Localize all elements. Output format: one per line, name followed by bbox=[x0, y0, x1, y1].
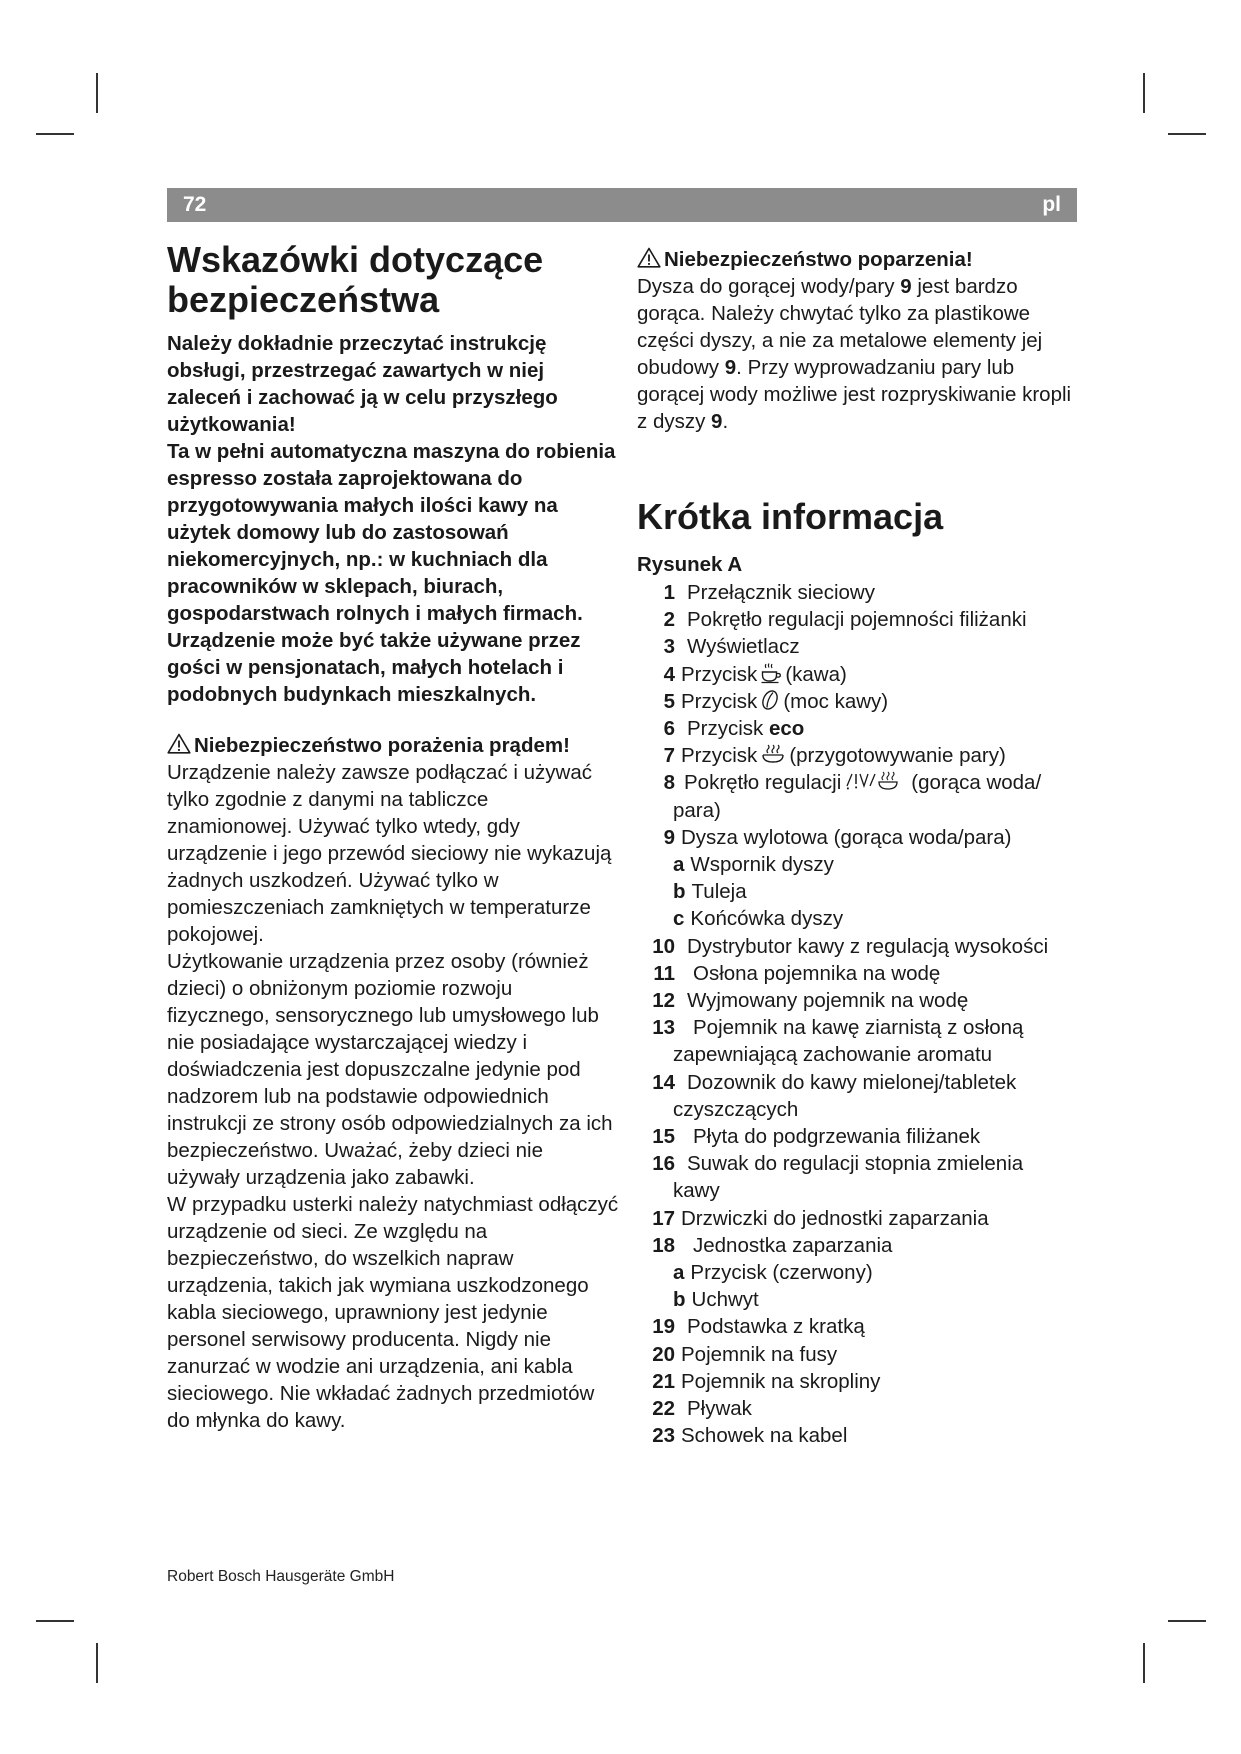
steam-icon bbox=[760, 743, 786, 765]
paragraph-supervision: Użytkowanie urządzenia przez osoby (również dzieci) o obniżonym poziomie rozwoju fizycznego, sensorycznego lub umysłowego lub nie posiadające wystarczającej wiedzy i doświadczenia jest dopuszczalne jedynie pod nadzorem lub na podstawie odpowiednich instrukcji ze strony osób odpowiedzialnych za ich bezpieczeństwo. Uważać, żeby dzieci nie używały urządzenia jako zabawki. bbox=[167, 950, 613, 1189]
intro-paragraph: Ta w pełni automatyczna maszyna do robienia espresso została zaprojektowana do przygotowywania małych ilości kawy na użytek domowy lub do zastosowań niekomercyjnych, np.: w kuchniach dla pracowników w sklepach, biurach, gospodarstwach rolnych i małych firmach. Urządzenie może być także używane przez gości w pensjonatach, małych hotelach i podobnych budynkach mieszkalnych. bbox=[167, 440, 616, 706]
list-item: 1 Przełącznik sieciowy bbox=[663, 581, 875, 604]
safety-title: Wskazówki dotyczące bezpieczeństwa bbox=[167, 239, 544, 320]
list-item: 20 Pojemnik na fusy bbox=[652, 1342, 838, 1366]
list-item: 18 Jednostka zaparzania bbox=[652, 1233, 893, 1257]
figure-label: Rysunek A bbox=[637, 553, 743, 576]
crop-mark-top-left-vertical bbox=[96, 73, 98, 113]
list-item-continuation: para) bbox=[673, 798, 721, 822]
lead-paragraph: Należy dokładnie przeczytać instrukcję obsługi, przestrzegać zawartych w niej zaleceń i zachować ją w celu przyszłego użytkowania! bbox=[167, 332, 558, 436]
short-info-title: Krótka informacja bbox=[637, 496, 944, 537]
list-subitem: a Wspornik dyszy bbox=[673, 853, 834, 877]
list-item: 16 Suwak do regulacji stopnia zmielenia bbox=[652, 1152, 1024, 1176]
coffee-cup-icon bbox=[760, 662, 782, 684]
warning-triangle-icon bbox=[637, 247, 661, 268]
list-item: 6 Przycisk eco bbox=[663, 717, 805, 741]
list-item: 15 Płyta do podgrzewania filiżanek bbox=[652, 1125, 981, 1149]
list-item: 3 Wyświetlacz bbox=[663, 635, 800, 659]
list-item-continuation: czyszczących bbox=[673, 1097, 799, 1121]
list-subitem: b Uchwyt bbox=[673, 1288, 759, 1312]
burn-warning-text: Niebezpieczeństwo poparzenia! bbox=[664, 248, 973, 271]
list-item: 14 Dozownik do kawy mielonej/tabletek bbox=[652, 1070, 1017, 1094]
parts-list bbox=[637, 579, 1087, 1450]
list-item: 5 Przycisk (moc kawy) bbox=[663, 689, 889, 713]
list-item: 11 Osłona pojemnika na wodę bbox=[653, 961, 941, 985]
burn-warning-title bbox=[637, 246, 1087, 273]
list-item: 4 Przycisk (kawa) bbox=[663, 662, 847, 686]
paragraph-connection: Urządzenie należy zawsze podłączać i używać tylko zgodnie z danymi na tabliczce znamionowej. Używać tylko wtedy, gdy urządzenie i jego przewód sieciowy nie wykazują żadnych uszkodzeń. Używać tylko w pomieszczeniach zamkniętych w temperaturze pokojowej. bbox=[167, 761, 612, 946]
left-column bbox=[167, 240, 619, 1434]
list-item: 8 Pokrętło regulacji (gorąca woda/ bbox=[663, 771, 1042, 795]
crop-mark-bottom-left-horizontal bbox=[36, 1620, 74, 1622]
list-item: 2 Pokrętło regulacji pojemności filiżanki bbox=[663, 608, 1027, 632]
crop-mark-bottom-right-vertical bbox=[1143, 1643, 1145, 1683]
crop-mark-bottom-right-horizontal bbox=[1168, 1620, 1206, 1622]
list-item: 19 Podstawka z kratką bbox=[652, 1315, 865, 1339]
list-item: 10 Dystrybutor kawy z regulacją wysokości bbox=[652, 934, 1049, 958]
list-subitem: b Tuleja bbox=[673, 880, 747, 904]
page-number: 72 bbox=[183, 193, 207, 216]
list-item: 9 Dysza wylotowa (gorąca woda/para) bbox=[663, 825, 1012, 849]
paragraph-repair: W przypadku usterki należy natychmiast odłączyć urządzenie od sieci. Ze względu na bezpieczeństwo, do wszelkich napraw urządzenia, takich jak wymiana uszkodzonego kabla sieciowego, uprawniony jest jedynie personel serwisowy producenta. Nigdy nie zanurzać w wodzie ani urządzenia, ani kabla sieciowego. Nie wkładać żadnych przedmiotów do młynka do kawy. bbox=[167, 1193, 619, 1432]
crop-mark-bottom-left-vertical bbox=[96, 1643, 98, 1683]
electric-shock-warning-text: Niebezpieczeństwo porażenia prądem! bbox=[194, 734, 570, 757]
language-code: pl bbox=[1042, 193, 1061, 216]
warning-triangle-icon bbox=[167, 733, 191, 754]
list-item: 22 Pływak bbox=[652, 1397, 752, 1421]
crop-mark-top-right-horizontal bbox=[1168, 133, 1206, 135]
coffee-bean-icon bbox=[760, 689, 780, 711]
list-item-continuation: kawy bbox=[673, 1179, 720, 1203]
list-item: 23 Schowek na kabel bbox=[652, 1424, 848, 1448]
electric-shock-warning-title bbox=[167, 732, 619, 759]
crop-mark-top-right-vertical bbox=[1143, 73, 1145, 113]
burn-warning-paragraph: Dysza do gorącej wody/pary 9 jest bardzo gorąca. Należy chwytać tylko za plastikowe części dyszy, a nie za metalowe elementy jej obudowy 9. Przy wyprowadzaniu pary lub gorącej wody możliwe jest rozpryskiwanie kropli z dyszy 9. bbox=[637, 275, 1072, 433]
list-item: 7 Przycisk (przygotowywanie pary) bbox=[663, 744, 1006, 768]
list-subitem: c Końcówka dyszy bbox=[673, 907, 844, 931]
list-item: 12 Wyjmowany pojemnik na wodę bbox=[652, 989, 969, 1013]
list-item-continuation: zapewniającą zachowanie aromatu bbox=[673, 1043, 993, 1067]
footer-company: Robert Bosch Hausgeräte GmbH bbox=[167, 1568, 395, 1585]
page-header-bar bbox=[167, 188, 1077, 222]
crop-mark-top-left-horizontal bbox=[36, 133, 74, 135]
hot-water-steam-dial-icon bbox=[844, 770, 908, 792]
list-item: 13 Pojemnik na kawę ziarnistą z osłoną bbox=[652, 1016, 1024, 1040]
list-subitem: a Przycisk (czerwony) bbox=[673, 1261, 873, 1285]
list-item: 21 Pojemnik na skropliny bbox=[652, 1369, 881, 1393]
right-column bbox=[637, 246, 1087, 1450]
list-item: 17 Drzwiczki do jednostki zaparzania bbox=[652, 1206, 989, 1230]
